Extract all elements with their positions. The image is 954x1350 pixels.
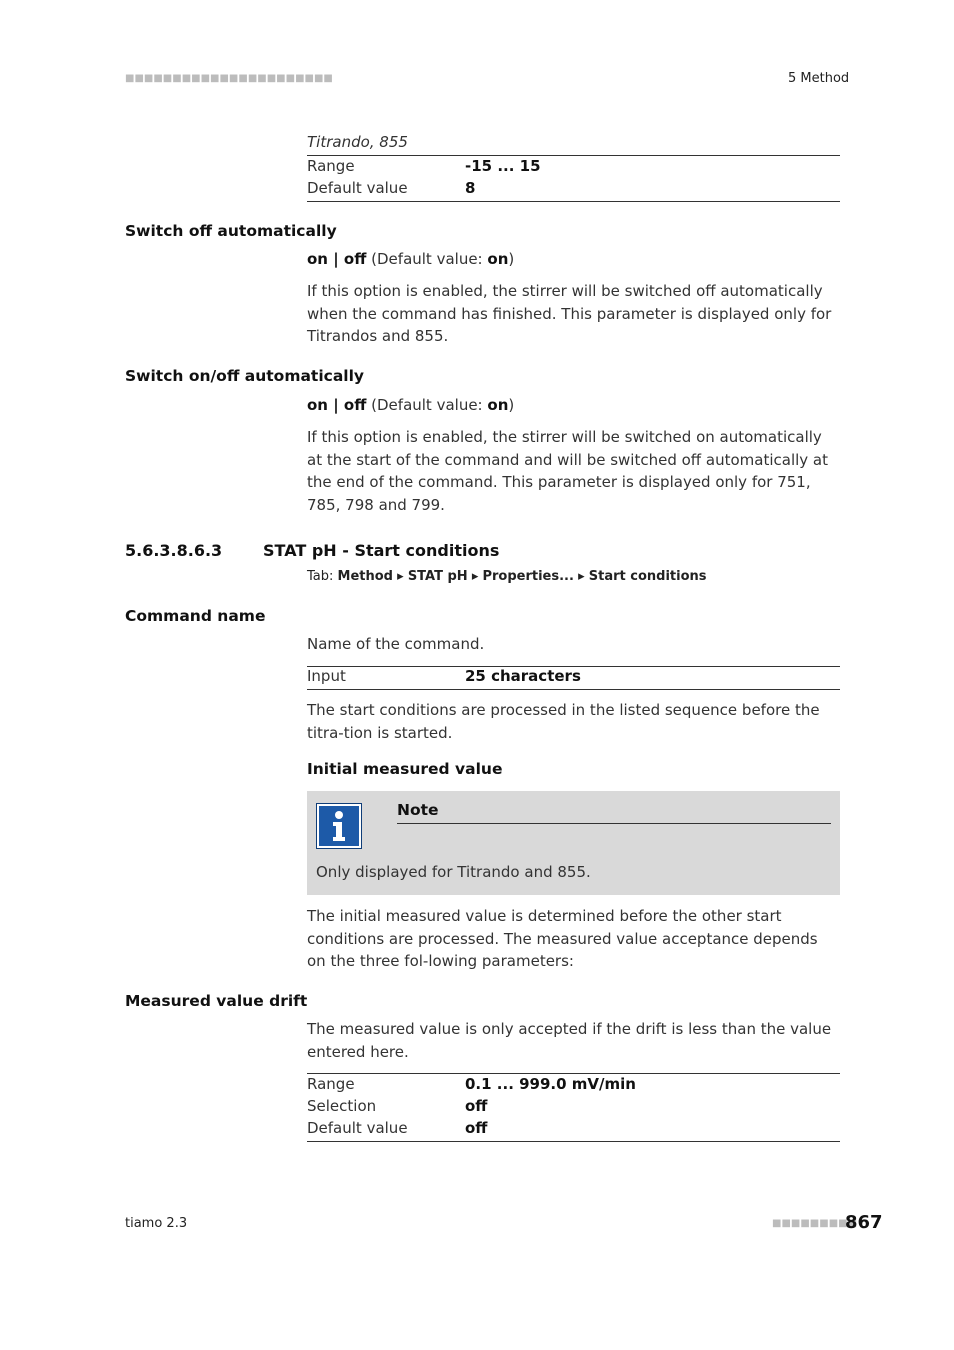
param-title-switch-onoff: Switch on/off automatically (125, 367, 365, 385)
table-row (307, 1075, 840, 1097)
footer-product: tiamo 2.3 (125, 1216, 188, 1231)
info-icon (316, 803, 362, 849)
param-description: Name of the command. (307, 635, 485, 653)
param-options (307, 248, 837, 271)
row-value: 25 characters (465, 667, 581, 685)
breadcrumb-item: Start conditions (588, 569, 707, 584)
footer-decoration: ■■■■■■■■■ (772, 1218, 858, 1229)
section-number: 5.6.3.8.6.3 (125, 541, 223, 560)
table-top-rule (307, 155, 840, 156)
param-description: If this option is enabled, the stirrer will be switched on automatically at the start of the command and will be switched off automatically at the end of the command. This parameter is displayed only for 751, 785, 798 and 799. (307, 428, 829, 514)
row-key: Range (307, 157, 355, 175)
input-table-bottom-rule (307, 689, 840, 690)
option-off: off (343, 250, 367, 268)
table-row (307, 1119, 840, 1141)
param-title-switch-off: Switch off automatically (125, 222, 337, 240)
table-row (307, 1097, 840, 1119)
row-value: 0.1 ... 999.0 mV/min (465, 1075, 636, 1093)
option-separator: | (327, 250, 344, 268)
breadcrumb-item: STAT pH (407, 569, 468, 584)
breadcrumb-prefix: Tab: (307, 569, 338, 584)
default-value: on (487, 396, 509, 414)
table-row (307, 667, 840, 689)
row-key: Default value (307, 1119, 408, 1137)
default-prefix: (Default value: (366, 396, 488, 414)
row-key: Default value (307, 179, 408, 197)
option-on: on (307, 396, 328, 414)
param-description: The measured value is only accepted if the drift is less than the value entered here. (307, 1020, 832, 1061)
row-key: Selection (307, 1097, 377, 1115)
info-icon-glyph (317, 804, 361, 848)
param-options (307, 394, 837, 417)
table-bottom-rule (307, 201, 840, 202)
breadcrumb (307, 569, 707, 584)
paragraph: The start conditions are processed in the listed sequence before the titra-tion is started. (307, 701, 820, 742)
paragraph: The initial measured value is determined before the other start conditions are processed. The measured value acceptance depends on the three fol-lowing parameters: (307, 907, 818, 970)
row-value: 8 (465, 179, 476, 197)
header-decoration: ■■■■■■■■■■■■■■■■■■■■■■ (125, 73, 333, 84)
default-suffix: ) (508, 396, 515, 414)
note-text: Only displayed for Titrando and 855. (316, 863, 591, 881)
breadcrumb-item: Method (337, 569, 393, 584)
param-description: If this option is enabled, the stirrer will be switched off automatically when the command has finished. This parameter is displayed only for Titrandos and 855. (307, 282, 832, 345)
param-title-measured-drift: Measured value drift (125, 992, 308, 1010)
row-key: Input (307, 667, 346, 685)
breadcrumb-separator-icon: ▸ (578, 569, 585, 584)
default-value: on (487, 250, 509, 268)
param-title-command-name: Command name (125, 607, 266, 625)
note-rule (397, 823, 831, 824)
header-section-label: 5 Method (788, 71, 850, 86)
default-suffix: ) (508, 250, 515, 268)
row-key: Range (307, 1075, 355, 1093)
page-number: 867 (845, 1212, 883, 1233)
note-title: Note (397, 801, 439, 819)
section-title: STAT pH - Start conditions (263, 541, 500, 560)
row-value: off (465, 1119, 488, 1137)
option-separator: | (327, 396, 344, 414)
row-value: off (465, 1097, 488, 1115)
row-value: -15 ... 15 (465, 157, 541, 175)
table-caption: Titrando, 855 (307, 133, 408, 151)
breadcrumb-separator-icon: ▸ (471, 569, 479, 584)
breadcrumb-separator-icon: ▸ (397, 569, 404, 584)
drift-table-top-rule (307, 1073, 840, 1074)
option-off: off (343, 396, 367, 414)
breadcrumb-item: Properties... (482, 569, 574, 584)
note-box (307, 791, 840, 895)
subheading-initial-measured: Initial measured value (307, 760, 503, 778)
table-row (307, 157, 840, 179)
drift-table-bottom-rule (307, 1141, 840, 1142)
option-on: on (307, 250, 328, 268)
table-row (307, 179, 840, 201)
default-prefix: (Default value: (366, 250, 488, 268)
